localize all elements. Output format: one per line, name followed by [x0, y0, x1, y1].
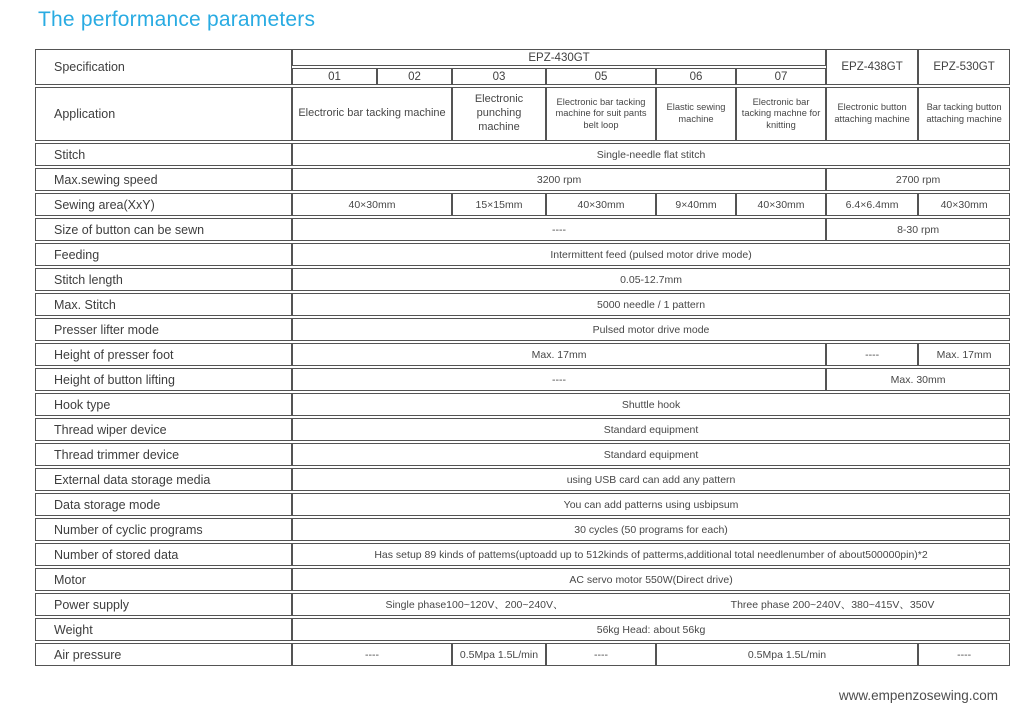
value-cell: 2700 rpm	[826, 168, 1010, 191]
row-label-stitch-length: Stitch length	[35, 268, 292, 291]
row-label-max-stitch: Max. Stitch	[35, 293, 292, 316]
table-row-feeding	[35, 243, 1010, 266]
row-label-size-of-button-can-be-sewn: Size of button can be sewn	[35, 218, 292, 241]
row-label-max-sewing-speed: Max.sewing speed	[35, 168, 292, 191]
value-cell: 0.05-12.7mm	[292, 268, 1010, 291]
row-label-height-of-button-lifting: Height of button lifting	[35, 368, 292, 391]
value-cell: Standard equipment	[292, 418, 1010, 441]
value-cell: 0.5Mpa 1.5L/min	[656, 643, 918, 666]
value-cell: Three phase 200~240V、380~415V、350V	[656, 593, 1010, 616]
model-header-epz530gt: EPZ-530GT	[918, 49, 1010, 85]
value-cell: 3200 rpm	[292, 168, 826, 191]
value-cell: 56kg Head: about 56kg	[292, 618, 1010, 641]
value-cell: Single phase100~120V、200~240V、	[292, 593, 656, 616]
value-cell: 30 cycles (50 programs for each)	[292, 518, 1010, 541]
value-cell: Max. 30mm	[826, 368, 1010, 391]
value-cell: Electronic button attaching machine	[826, 87, 918, 141]
value-cell: Standard equipment	[292, 443, 1010, 466]
table-row-presser-lifter-mode	[35, 318, 1010, 341]
table-row-data-storage-mode	[35, 493, 1010, 516]
row-label-hook-type: Hook type	[35, 393, 292, 416]
table-row-hook-type	[35, 393, 1010, 416]
row-label-height-of-presser-foot: Height of presser foot	[35, 343, 292, 366]
value-cell: ----	[292, 218, 826, 241]
header-row-models	[35, 49, 1010, 66]
value-cell: 6.4×6.4mm	[826, 193, 918, 216]
subtype-header-07: 07	[736, 68, 826, 85]
value-cell: AC servo motor 550W(Direct drive)	[292, 568, 1010, 591]
value-cell: 40×30mm	[736, 193, 826, 216]
row-label-air-pressure: Air pressure	[35, 643, 292, 666]
row-label-weight: Weight	[35, 618, 292, 641]
row-label-motor: Motor	[35, 568, 292, 591]
value-cell: Intermittent feed (pulsed motor drive mode)	[292, 243, 1010, 266]
table-row-max-sewing-speed	[35, 168, 1010, 191]
subtype-header-03: 03	[452, 68, 546, 85]
value-cell: Elastic sewing machine	[656, 87, 736, 141]
table-row-height-of-button-lifting	[35, 368, 1010, 391]
subtype-header-05: 05	[546, 68, 656, 85]
page-title: The performance parameters	[38, 8, 316, 31]
spec-table	[35, 47, 1010, 668]
value-cell: 5000 needle / 1 pattern	[292, 293, 1010, 316]
value-cell: Bar tacking button attaching machine	[918, 87, 1010, 141]
table-row-number-of-stored-data	[35, 543, 1010, 566]
value-cell: You can add patterns using usbipsum	[292, 493, 1010, 516]
model-header-epz438gt: EPZ-438GT	[826, 49, 918, 85]
value-cell: Pulsed motor drive mode	[292, 318, 1010, 341]
value-cell: using USB card can add any pattern	[292, 468, 1010, 491]
table-row-sewing-area-xxy	[35, 193, 1010, 216]
row-label-number-of-stored-data: Number of stored data	[35, 543, 292, 566]
table-row-thread-trimmer-device	[35, 443, 1010, 466]
value-cell: 8-30 rpm	[826, 218, 1010, 241]
row-label-sewing-area-xxy: Sewing area(XxY)	[35, 193, 292, 216]
value-cell: ----	[826, 343, 918, 366]
value-cell: Max. 17mm	[292, 343, 826, 366]
row-label-external-data-storage-media: External data storage media	[35, 468, 292, 491]
value-cell: Has setup 89 kinds of pattems(uptoadd up to 512kinds of patterms,additional total needlenumber of about500000pin)*2	[292, 543, 1010, 566]
table-row-application	[35, 87, 1010, 141]
table-row-stitch	[35, 143, 1010, 166]
table-row-thread-wiper-device	[35, 418, 1010, 441]
subtype-header-06: 06	[656, 68, 736, 85]
row-label-power-supply: Power supply	[35, 593, 292, 616]
row-label-application: Application	[35, 87, 292, 141]
table-row-size-of-button-can-be-sewn	[35, 218, 1010, 241]
model-group-header: EPZ-430GT	[292, 49, 826, 66]
table-row-max-stitch	[35, 293, 1010, 316]
subtype-header-01: 01	[292, 68, 377, 85]
row-label-data-storage-mode: Data storage mode	[35, 493, 292, 516]
row-label-feeding: Feeding	[35, 243, 292, 266]
table-row-height-of-presser-foot	[35, 343, 1010, 366]
value-cell: ----	[918, 643, 1010, 666]
row-label-thread-wiper-device: Thread wiper device	[35, 418, 292, 441]
table-header	[35, 49, 1010, 85]
value-cell: 9×40mm	[656, 193, 736, 216]
value-cell: 40×30mm	[292, 193, 452, 216]
value-cell: ----	[292, 368, 826, 391]
value-cell: 15×15mm	[452, 193, 546, 216]
table-row-stitch-length	[35, 268, 1010, 291]
value-cell: Max. 17mm	[918, 343, 1010, 366]
table-row-number-of-cyclic-programs	[35, 518, 1010, 541]
table-body	[35, 87, 1010, 666]
row-label-number-of-cyclic-programs: Number of cyclic programs	[35, 518, 292, 541]
value-cell: Single-needle flat stitch	[292, 143, 1010, 166]
table-row-external-data-storage-media	[35, 468, 1010, 491]
value-cell: ----	[546, 643, 656, 666]
website-link[interactable]: www.empenzosewing.com	[838, 688, 998, 703]
row-label-presser-lifter-mode: Presser lifter mode	[35, 318, 292, 341]
table-row-air-pressure	[35, 643, 1010, 666]
value-cell: 40×30mm	[918, 193, 1010, 216]
specification-header: Specification	[35, 49, 292, 85]
table-row-power-supply	[35, 593, 1010, 616]
value-cell: Electronic punching machine	[452, 87, 546, 141]
value-cell: ----	[292, 643, 452, 666]
table-row-weight	[35, 618, 1010, 641]
value-cell: Electronic bar tacking machne for knitting	[736, 87, 826, 141]
row-label-stitch: Stitch	[35, 143, 292, 166]
row-label-thread-trimmer-device: Thread trimmer device	[35, 443, 292, 466]
value-cell: 40×30mm	[546, 193, 656, 216]
value-cell: Electroric bar tacking machine	[292, 87, 452, 141]
value-cell: 0.5Mpa 1.5L/min	[452, 643, 546, 666]
value-cell: Electronic bar tacking machine for suit pants belt loop	[546, 87, 656, 141]
table-row-motor	[35, 568, 1010, 591]
subtype-header-02: 02	[377, 68, 452, 85]
value-cell: Shuttle hook	[292, 393, 1010, 416]
